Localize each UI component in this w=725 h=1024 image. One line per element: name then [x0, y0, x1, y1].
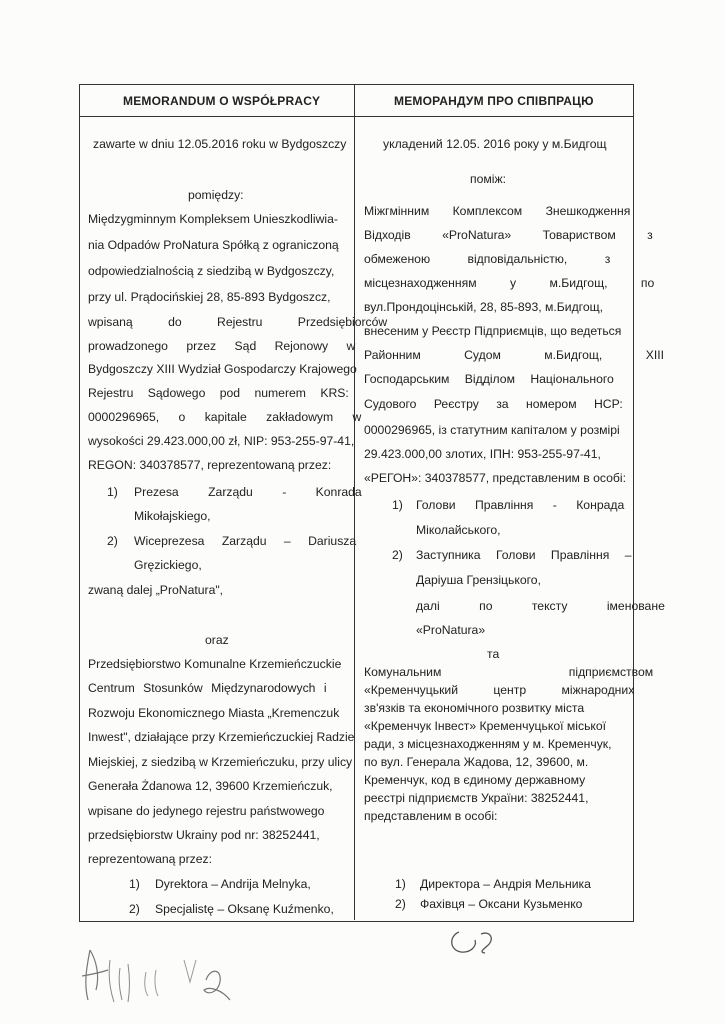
list-number: 1) [129, 877, 140, 891]
right-p1-line: обмеженою відповідальністю, з [364, 252, 611, 266]
header-divider [79, 116, 633, 117]
right-p2-line: по вул. Генерала Жадова, 12, 39600, м. [364, 755, 589, 769]
right-p1-line: вул.Прондоцінській, 28, 85-893, м.Бидгощ, [364, 300, 604, 314]
list-item-text: Mikołajskiego, [134, 509, 211, 523]
right-p2-line: «Кременчуцький центр міжнародних [364, 683, 635, 697]
right-heading: МЕМОРАНДУМ ПРО СПІВПРАЦЮ [394, 94, 594, 108]
list-item-text: Dyrektora – Andrija Melnyka, [155, 877, 311, 891]
right-called: далі по тексту іменоване [416, 599, 665, 613]
left-p2-line: Generała Żdanowa 12, 39600 Krzemieńczuk, [88, 779, 333, 793]
left-dated: zawarte w dniu 12.05.2016 roku w Bydgoszczy [93, 137, 347, 151]
left-p2-line: reprezentowaną przez: [88, 852, 212, 866]
left-p1-line: Bydgoszczy XIII Wydział Gospodarczy Krajowego [88, 362, 357, 376]
right-p1-line: внесеним у Реєстр Підприємців, що ведеться [364, 324, 622, 338]
left-p1-line: wpisaną do Rejestru Przedsiębiorców [88, 315, 388, 329]
left-p2-line: przedsiębiorstw Ukrainy pod nr: 38252441, [88, 828, 320, 842]
left-p2-line: wpisane do jedynego rejestru państwowego [88, 804, 325, 818]
list-item-text: Заступника Голови Правління – [416, 548, 632, 562]
right-p2-line: зв'язків та економічного розвитку міста [364, 701, 585, 715]
left-p1-line: odpowiedzialnością z siedzibą w Bydgoszczy, [88, 264, 335, 278]
right-p1-line: Районним Судом м.Бидгощ, XIII [364, 348, 664, 362]
handwritten-initials-right [445, 922, 525, 962]
left-p2-line: Miejskiej, z siedzibą w Krzemieńczuku, przy ulicy [88, 755, 353, 769]
list-item-text: Specjalistę – Oksanę Kuźmenko, [155, 902, 334, 916]
left-p1-line: 0000296965, o kapitale zakładowym w [88, 410, 362, 424]
right-p1-line: Відходів «ProNatura» Товариством з [364, 228, 653, 242]
left-p2-line: Przedsiębiorstwo Komunalne Krzemieńczuckie [88, 657, 342, 671]
left-and: oraz [205, 633, 229, 647]
list-number: 1) [392, 498, 403, 512]
right-p2-line: «Кременчук Інвест» Кременчуцької міської [364, 719, 607, 733]
left-p1-line: Międzygminnym Kompleksem Unieszkodliwia- [88, 212, 338, 226]
left-p2-line: Inwest", działające przy Krzemieńczuckiej Radzie [88, 730, 355, 744]
right-p2-line: Комунальним підприємством [364, 665, 654, 679]
left-p1-line: nia Odpadów ProNatura Spółką z ograniczoną [88, 238, 339, 252]
right-dated: укладений 12.05. 2016 року у м.Бидгощ [383, 137, 607, 151]
list-item-text: Директора – Андрія Мельника [420, 877, 591, 891]
list-number: 1) [395, 877, 406, 891]
list-item-text: Міколайського, [416, 523, 501, 537]
right-p1-line: «РЕГОН»: 340378577, представленим в особі: [364, 471, 626, 485]
left-between: pomiędzy: [188, 188, 244, 202]
right-p2-line: реєстрі підприємств України: 38252441, [364, 791, 589, 805]
list-number: 2) [392, 548, 403, 562]
right-p1-line: 29.423.000,00 злотих, ІПН: 953-255-97-41, [364, 447, 601, 461]
right-p1-line: 0000296965, із статутним капіталом у розмірі [364, 423, 620, 437]
list-item-text: Gręzickiego, [134, 558, 202, 572]
column-divider [354, 84, 355, 920]
list-item-text: Голови Правління - Конрада [416, 498, 625, 512]
right-and: та [487, 647, 500, 661]
right-between: поміж: [470, 172, 507, 186]
list-item-text: Фахівця – Оксани Кузьменко [420, 897, 583, 911]
left-p1-line: Rejestru Sądowego pod numerem KRS: [88, 386, 349, 400]
left-called: zwaną dalej „ProNatura", [88, 583, 224, 597]
right-p2-line: Кременчук, код в єдиному державному [364, 773, 586, 787]
list-number: 1) [107, 485, 118, 499]
right-p1-line: місцезнаходженням у м.Бидгощ, по [364, 276, 655, 290]
left-p1-line: prowadzonego przez Sąd Rejonowy w [88, 339, 356, 353]
list-item-text: Prezesa Zarządu - Konrada [134, 485, 362, 499]
list-number: 2) [129, 902, 140, 916]
left-heading: MEMORANDUM O WSPÓŁPRACY [123, 94, 321, 108]
right-p1-line: Судового Реєстру за номером НСР: [364, 397, 623, 411]
left-p2-line: Rozwoju Ekonomicznego Miasta „Kremenczuk [88, 706, 340, 720]
right-p1-line: Міжгмінним Комплексом Знешкодження [364, 204, 631, 218]
left-p1-line: wysokości 29.423.000,00 zł, NIP: 953-255-97-41, [88, 434, 355, 448]
left-p2-line: Centrum Stosunków Międzynarodowych i [88, 681, 327, 695]
right-p2-line: представленим в особі: [364, 809, 498, 823]
right-p2-line: ради, з місцезнаходженням у м. Кременчук, [364, 737, 612, 751]
right-p1-line: Господарським Відділом Національного [364, 372, 614, 386]
right-called-name: «ProNatura» [416, 623, 486, 637]
list-item-text: Wiceprezesa Zarządu – Dariusza [134, 534, 357, 548]
handwritten-initials-left [60, 930, 260, 1010]
left-p1-line: REGON: 340378577, reprezentowaną przez: [88, 458, 332, 472]
left-p1-line: przy ul. Prądocińskiej 28, 85-893 Bydgoszcz, [88, 290, 331, 304]
list-number: 2) [107, 534, 118, 548]
list-item-text: Даріуша Грензіцького, [416, 573, 541, 587]
list-number: 2) [395, 897, 406, 911]
